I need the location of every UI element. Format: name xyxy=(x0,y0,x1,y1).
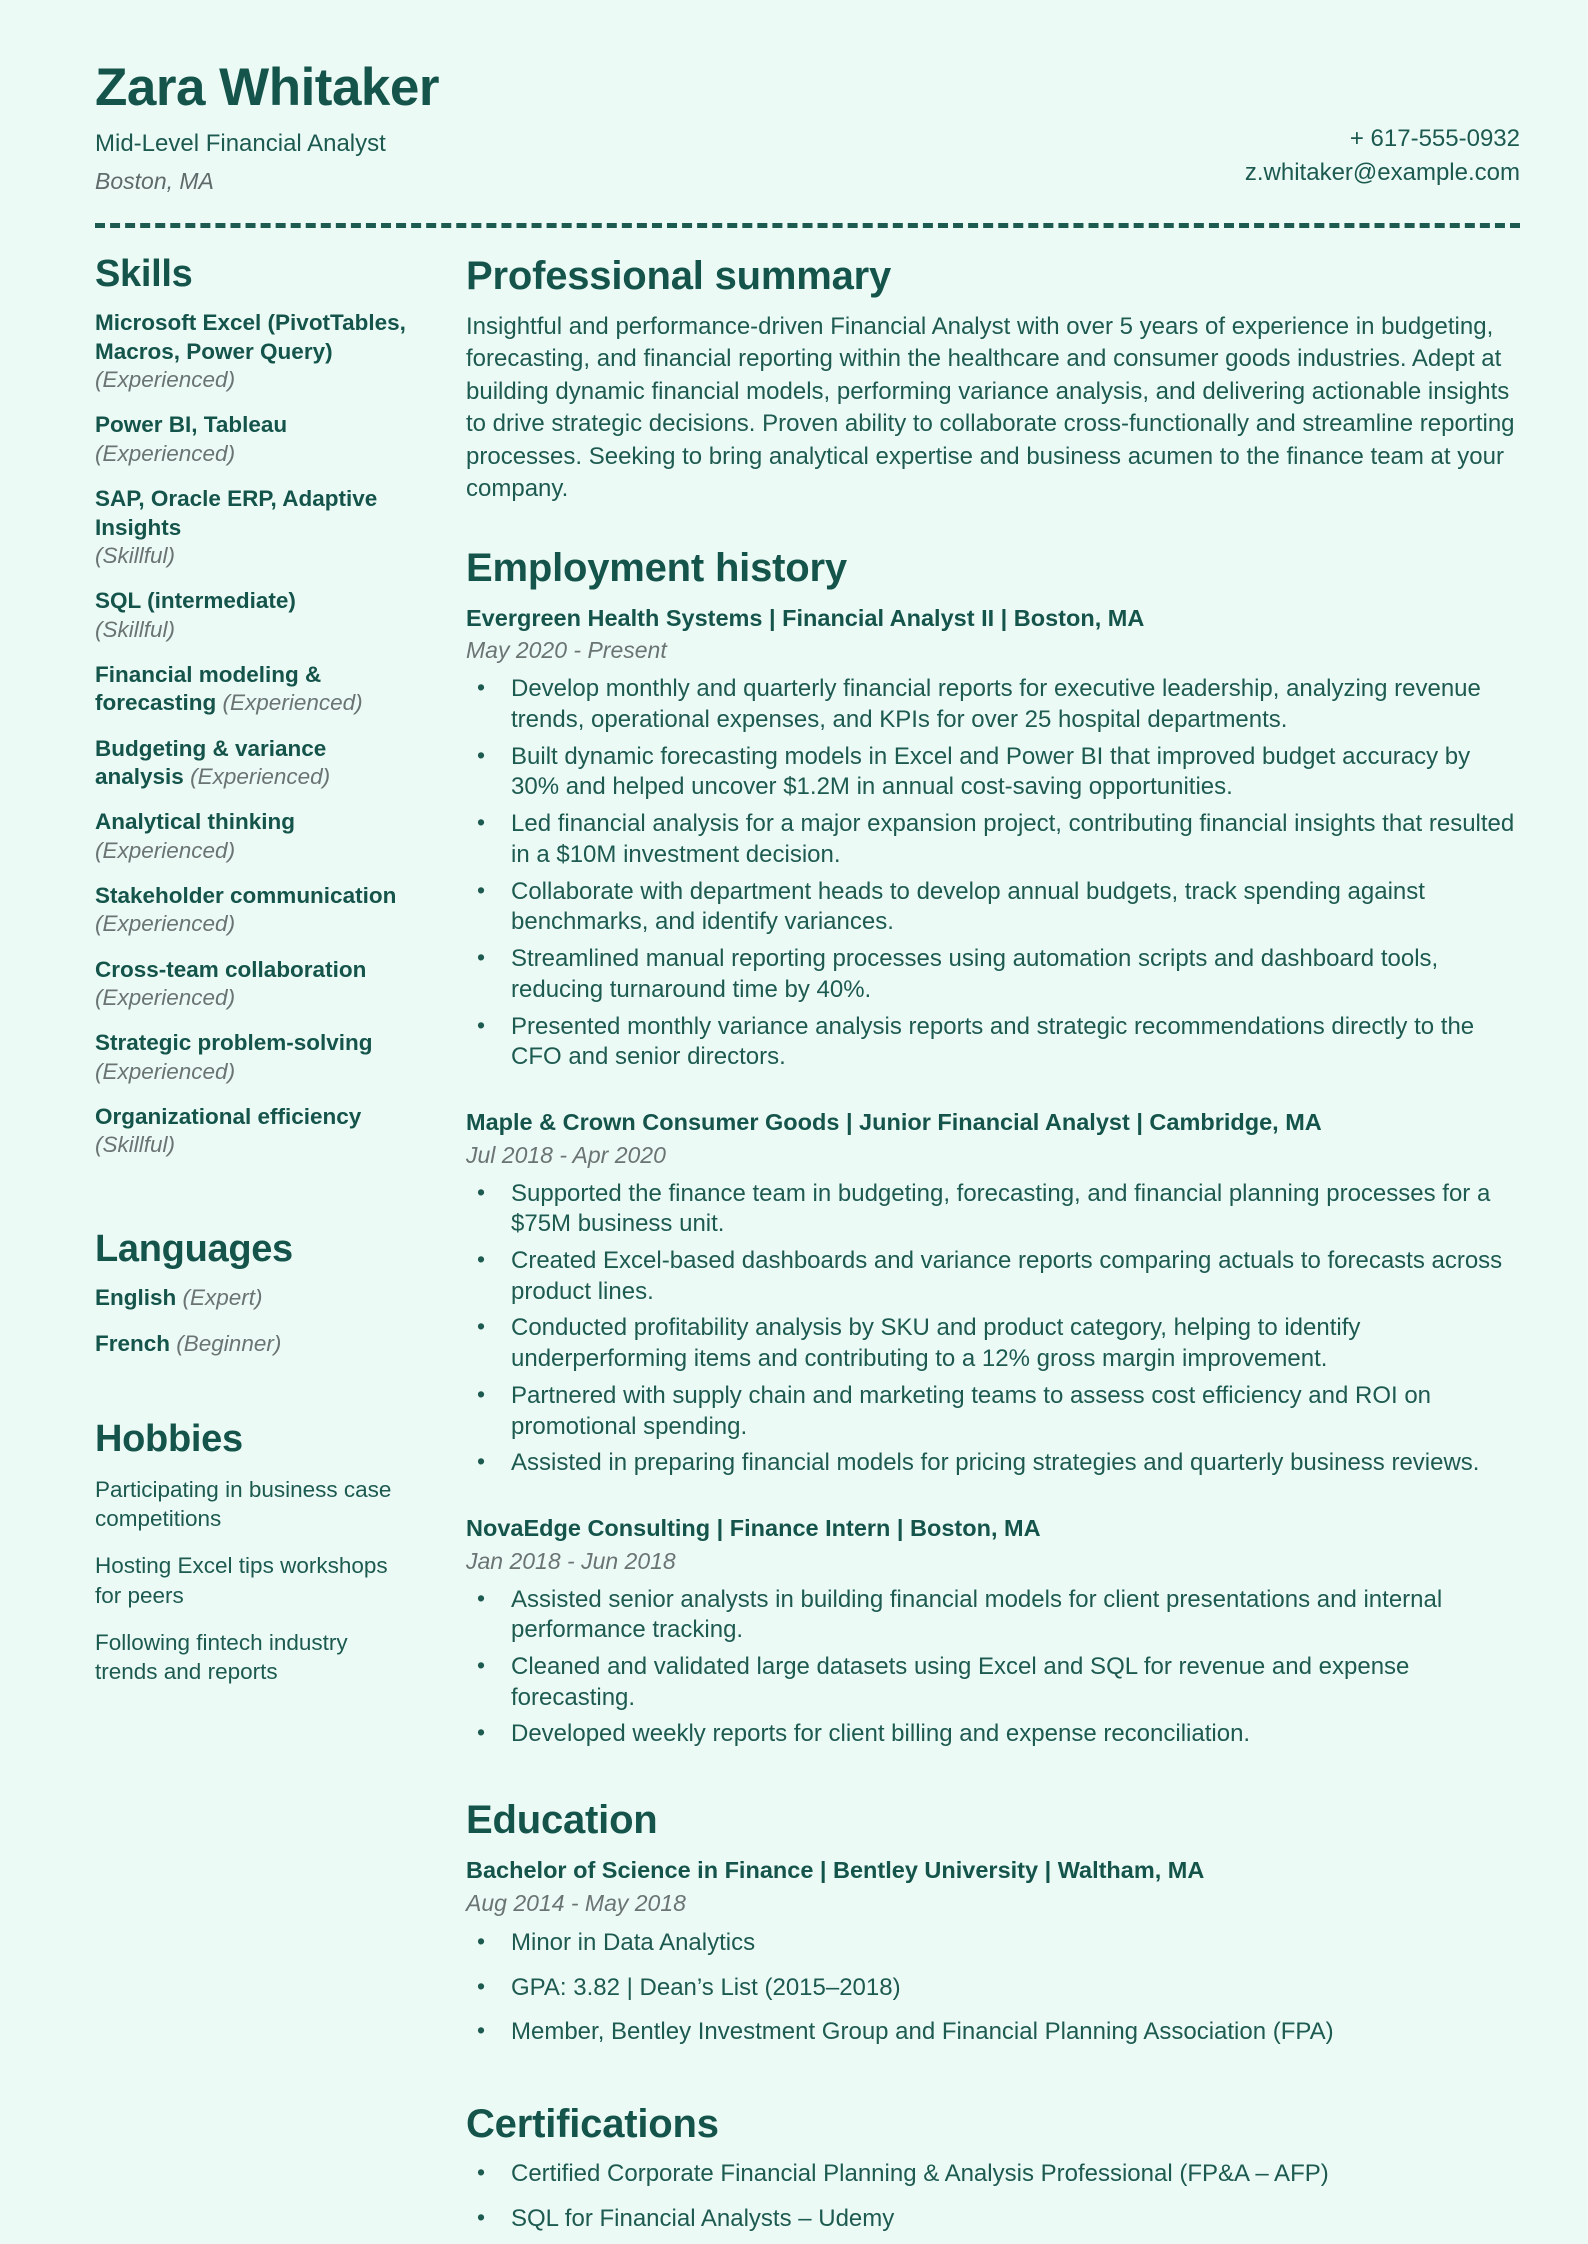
employment-history-heading: Employment history xyxy=(466,545,847,590)
main-column xyxy=(432,254,1520,2244)
bullet-item: • Member, Bentley Investment Group and Financial Planning Association (FPA) xyxy=(466,2017,1520,2048)
bullet-item: • Streamlined manual reporting processes using automation scripts and dashboard tools, reducing turnaround time by 40%. xyxy=(466,944,1520,1005)
skill-name: Strategic problem-solving xyxy=(95,1030,373,1056)
languages-section xyxy=(95,1229,408,1358)
employment-dates: May 2020 - Present xyxy=(466,637,667,664)
bullet-item: • Develop monthly and quarterly financial reports for executive leadership, analyzing revenue trends, operational expenses, and KPIs for over 25 hospital departments. xyxy=(466,674,1520,735)
skill-item xyxy=(95,661,408,718)
skill-item xyxy=(95,1103,408,1160)
contact-email: z.whitaker@example.com xyxy=(1244,159,1520,187)
skills-list xyxy=(95,309,408,1159)
education-bullets xyxy=(466,1928,1520,2048)
languages-list xyxy=(95,1284,408,1358)
employment-title: NovaEdge Consulting | Finance Intern | Boston, MA xyxy=(466,1515,1041,1542)
skill-item xyxy=(95,411,408,468)
bullet-item: • SQL for Financial Analysts – Udemy xyxy=(466,2204,1520,2235)
sidebar-spacer xyxy=(95,1177,408,1229)
section-spacer xyxy=(466,1758,1520,1798)
bullet-item: • Developed weekly reports for client billing and expense reconciliation. xyxy=(466,1719,1520,1750)
skill-name: Budgeting & variance analysis xyxy=(95,735,327,789)
employment-title: Maple & Crown Consumer Goods | Junior Financial Analyst | Cambridge, MA xyxy=(466,1108,1322,1135)
skill-level: (Skillful) xyxy=(95,616,176,642)
employment-title: Evergreen Health Systems | Financial Analyst II | Boston, MA xyxy=(466,604,1145,631)
employment-bullets xyxy=(466,1179,1520,1479)
skill-level: (Experienced) xyxy=(95,1058,236,1084)
hobby-item: Hosting Excel tips workshops for peers xyxy=(95,1553,388,1608)
hobbies-section xyxy=(95,1419,408,1686)
language-name: English xyxy=(95,1285,177,1311)
employment-entry xyxy=(466,1107,1520,1479)
skill-name: SQL (intermediate) xyxy=(95,588,296,614)
certifications-section xyxy=(466,2102,1520,2234)
employment-dates: Jul 2018 - Apr 2020 xyxy=(466,1141,666,1168)
bullet-item: • Cleaned and validated large datasets using Excel and SQL for revenue and expense forecasting. xyxy=(466,1652,1520,1713)
employment-entry xyxy=(466,603,1520,1073)
languages-heading: Languages xyxy=(95,1227,293,1270)
bullet-item: • Created Excel-based dashboards and variance reports comparing actuals to forecasts across product lines. xyxy=(466,1246,1520,1307)
bullet-item: • Built dynamic forecasting models in Excel and Power BI that improved budget accuracy by 30% and helped uncover $1.2M in annual cost-saving opportunities. xyxy=(466,742,1520,803)
skill-level: (Experienced) xyxy=(95,440,236,466)
skill-name: Cross-team collaboration xyxy=(95,956,367,982)
skill-item xyxy=(95,485,408,570)
contact-phone: + 617-555-0932 xyxy=(1349,125,1520,152)
skill-name: SAP, Oracle ERP, Adaptive Insights xyxy=(95,486,378,540)
section-spacer xyxy=(466,506,1520,546)
skill-item xyxy=(95,1029,408,1086)
education-section xyxy=(466,1798,1520,2048)
skill-level: (Skillful) xyxy=(95,542,176,568)
bullet-item: • Certified Corporate Financial Planning & Analysis Professional (FP&A – AFP) xyxy=(466,2159,1520,2190)
language-item xyxy=(95,1284,408,1312)
resume-header xyxy=(95,60,1520,196)
bullet-item: • Conducted profitability analysis by SKU and product category, helping to identify underperforming items and contributing to a 12% gross margin improvement. xyxy=(466,1313,1520,1374)
skill-level: (Experienced) xyxy=(190,763,331,789)
bullet-item: • Assisted senior analysts in building financial models for client presentations and internal performance tracking. xyxy=(466,1585,1520,1646)
skill-level: (Experienced) xyxy=(95,984,236,1010)
skill-item xyxy=(95,808,408,865)
header-divider xyxy=(95,223,1520,228)
language-name: French xyxy=(95,1330,171,1356)
skill-name: Microsoft Excel (PivotTables, Macros, Power Query) xyxy=(95,310,406,364)
education-degree: Bachelor of Science in Finance | Bentley University | Waltham, MA xyxy=(466,1857,1205,1884)
skill-name: Analytical thinking xyxy=(95,809,296,835)
certifications-heading: Certifications xyxy=(466,2101,719,2146)
skill-level: (Experienced) xyxy=(222,690,363,716)
skill-name: Organizational efficiency xyxy=(95,1104,362,1129)
bullet-item: • Assisted in preparing financial models for pricing strategies and quarterly business reviews. xyxy=(466,1448,1520,1479)
bullet-item: • Supported the finance team in budgeting, forecasting, and financial planning processes for a $75M business unit. xyxy=(466,1179,1520,1240)
skill-name: Stakeholder communication xyxy=(95,882,397,908)
skills-section xyxy=(95,254,408,1160)
sidebar-spacer xyxy=(95,1375,408,1419)
education-dates: Aug 2014 - May 2018 xyxy=(466,1889,686,1916)
bullet-item: • Minor in Data Analytics xyxy=(466,1928,1520,1959)
skill-name: Power BI, Tableau xyxy=(95,412,288,438)
skill-item xyxy=(95,587,408,644)
bullet-item: • Presented monthly variance analysis reports and strategic recommendations directly to the CFO and senior directors. xyxy=(466,1012,1520,1073)
skill-level: (Skillful) xyxy=(95,1132,176,1158)
entry-spacer xyxy=(466,1081,1520,1107)
professional-summary-text: Insightful and performance-driven Financial Analyst with over 5 years of experience in budgeting, forecasting, and financial reporting within the healthcare and consumer goods industries. Adept at building dynamic financial models, performing variance analysis, and delivering actionable insights to drive strategic decisions. Proven ability to collaborate cross-functionally and streamline reporting processes. Seeking to bring analytical expertise and business acumen to the finance team at your company. xyxy=(466,312,1515,503)
skill-item xyxy=(95,956,408,1013)
header-identity-block xyxy=(95,60,439,196)
skill-name: Financial modeling & forecasting xyxy=(95,661,322,716)
hobbies-heading: Hobbies xyxy=(95,1418,243,1461)
language-item xyxy=(95,1330,408,1358)
education-heading: Education xyxy=(466,1798,658,1843)
employment-bullets xyxy=(466,674,1520,1073)
candidate-job-title: Mid-Level Financial Analyst xyxy=(95,130,386,158)
skill-level: (Experienced) xyxy=(95,367,236,393)
hobby-item: Following fintech industry trends and reports xyxy=(95,1629,348,1685)
employment-history-section xyxy=(466,546,1520,1750)
bullet-item: • Collaborate with department heads to develop annual budgets, track spending against benchmarks, and identify variances. xyxy=(466,877,1520,938)
bullet-item: • Led financial analysis for a major expansion project, contributing financial insights that resulted in a $10M investment decision. xyxy=(466,809,1520,870)
language-level: (Expert) xyxy=(182,1285,263,1311)
candidate-location: Boston, MA xyxy=(95,167,214,194)
employment-bullets xyxy=(466,1585,1520,1751)
certifications-list xyxy=(466,2159,1520,2234)
skill-level: (Experienced) xyxy=(95,911,236,937)
skills-heading: Skills xyxy=(95,252,193,295)
sidebar xyxy=(95,254,432,1705)
header-contact-block xyxy=(1245,60,1520,191)
employment-entry xyxy=(466,1513,1520,1750)
section-spacer xyxy=(466,2062,1520,2102)
skill-item xyxy=(95,309,408,394)
skill-level: (Experienced) xyxy=(95,837,236,863)
professional-summary-heading: Professional summary xyxy=(466,253,892,298)
hobbies-list xyxy=(95,1475,408,1687)
entry-spacer xyxy=(466,1487,1520,1513)
professional-summary-section xyxy=(466,254,1520,506)
employment-dates: Jan 2018 - Jun 2018 xyxy=(466,1547,676,1574)
bullet-item: • GPA: 3.82 | Dean’s List (2015–2018) xyxy=(466,1973,1520,2004)
skill-item xyxy=(95,735,408,792)
bullet-item: • Partnered with supply chain and marketing teams to assess cost efficiency and ROI on promotional spending. xyxy=(466,1381,1520,1442)
skill-item xyxy=(95,882,408,939)
language-level: (Beginner) xyxy=(176,1330,282,1356)
candidate-name: Zara Whitaker xyxy=(95,58,440,117)
hobby-item: Participating in business case competitions xyxy=(95,1476,392,1532)
resume-body xyxy=(95,254,1520,2244)
